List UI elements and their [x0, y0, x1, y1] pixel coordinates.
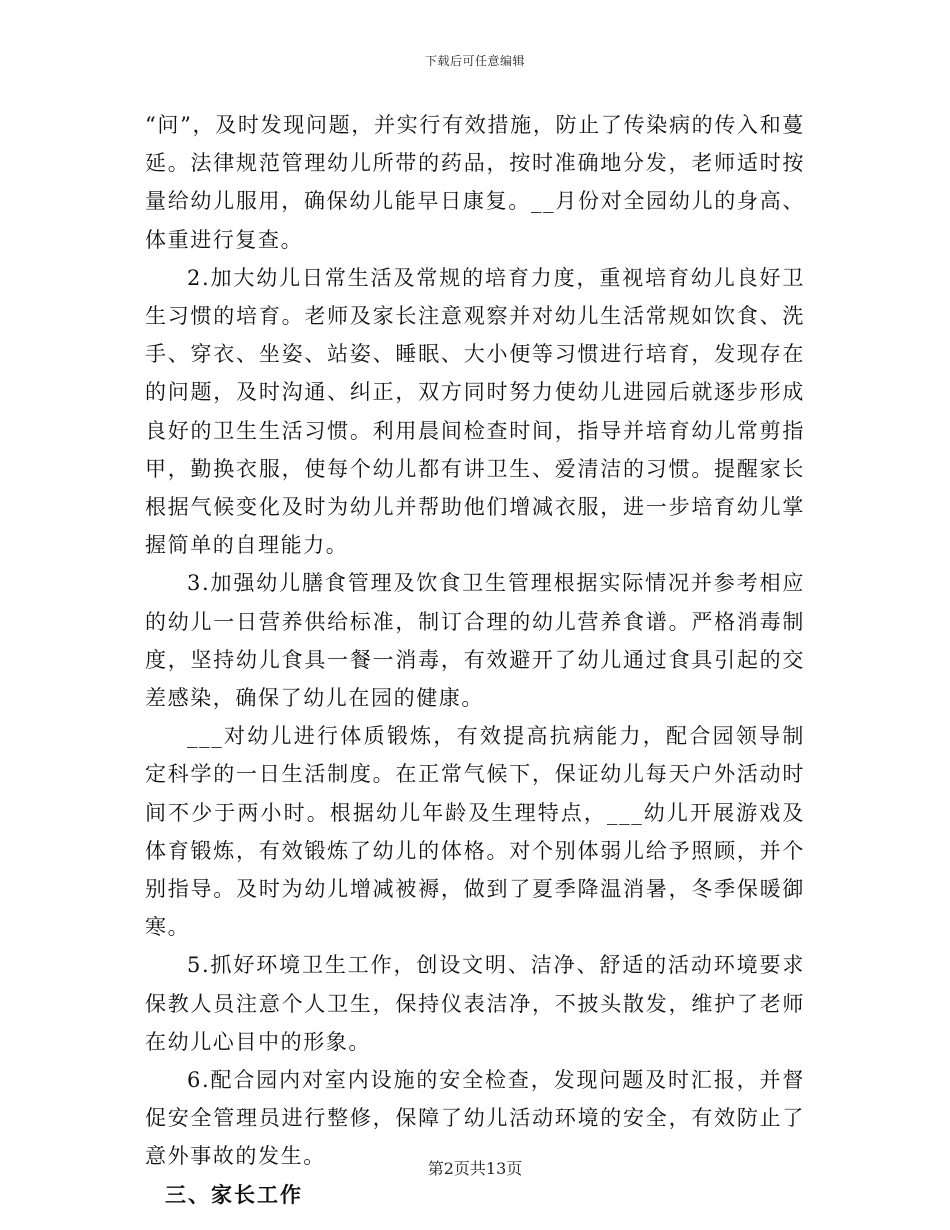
document-body	[145, 106, 805, 1214]
paragraph-item-3: 3.加强幼儿膳食管理及饮食卫生管理根据实际情况并参考相应的幼儿一日营养供给标准，制订合理的幼儿营养食谱。严格消毒制度，坚持幼儿食具一餐一消毒，有效避开了幼儿通过食具引起的交差感染，确保了幼儿在园的健康。	[145, 571, 805, 711]
paragraph-item-2: 2.加大幼儿日常生活及常规的培育力度，重视培育幼儿良好卫生习惯的培育。老师及家长注意观察并对幼儿生活常规如饮食、洗手、穿衣、坐姿、站姿、睡眠、大小便等习惯进行培育，发现存在的问题，及时沟通、纠正，双方同时努力使幼儿进园后就逐步形成良好的卫生生活习惯。利用晨间检查时间，指导并培育幼儿常剪指甲，勤换衣服，使每个幼儿都有讲卫生、爱清洁的习惯。提醒家长根据气候变化及时为幼儿并帮助他们增减衣服，进一步培育幼儿掌握简单的自理能力。	[145, 265, 805, 558]
section-heading: 三、家长工作	[165, 1181, 303, 1207]
page-header: 下载后可任意编辑	[424, 54, 525, 68]
paragraph-item-4: ___对幼儿进行体质锻炼，有效提高抗病能力，配合园领导制定科学的一日生活制度。在正常气候下，保证幼儿每天户外活动时间不少于两小时。根据幼儿年龄及生理特点，___幼儿开展游戏及体育锻炼，有效锻炼了幼儿的体格。对个别体弱儿给予照顾，并个别指导。及时为幼儿增减被褥，做到了夏季降温消暑，冬季保暖御寒。	[145, 724, 805, 940]
paragraph-continuation: “问”，及时发现问题，并实行有效措施，防止了传染病的传入和蔓延。法律规范管理幼儿所带的药品，按时准确地分发，老师适时按量给幼儿服用，确保幼儿能早日康复。__月份对全园幼儿的身高、体重进行复查。	[145, 113, 805, 252]
paragraph-item-5: 5.抓好环境卫生工作，创设文明、洁净、舒适的活动环境要求保教人员注意个人卫生，保持仪表洁净，不披头散发，维护了老师在幼儿心目中的形象。	[145, 953, 805, 1054]
page-number: 第2页共13页	[427, 1159, 523, 1178]
paragraph-item-6: 6.配合园内对室内设施的安全检查，发现问题及时汇报，并督促安全管理员进行整修，保障了幼儿活动环境的安全，有效防止了意外事故的发生。	[145, 1068, 805, 1169]
